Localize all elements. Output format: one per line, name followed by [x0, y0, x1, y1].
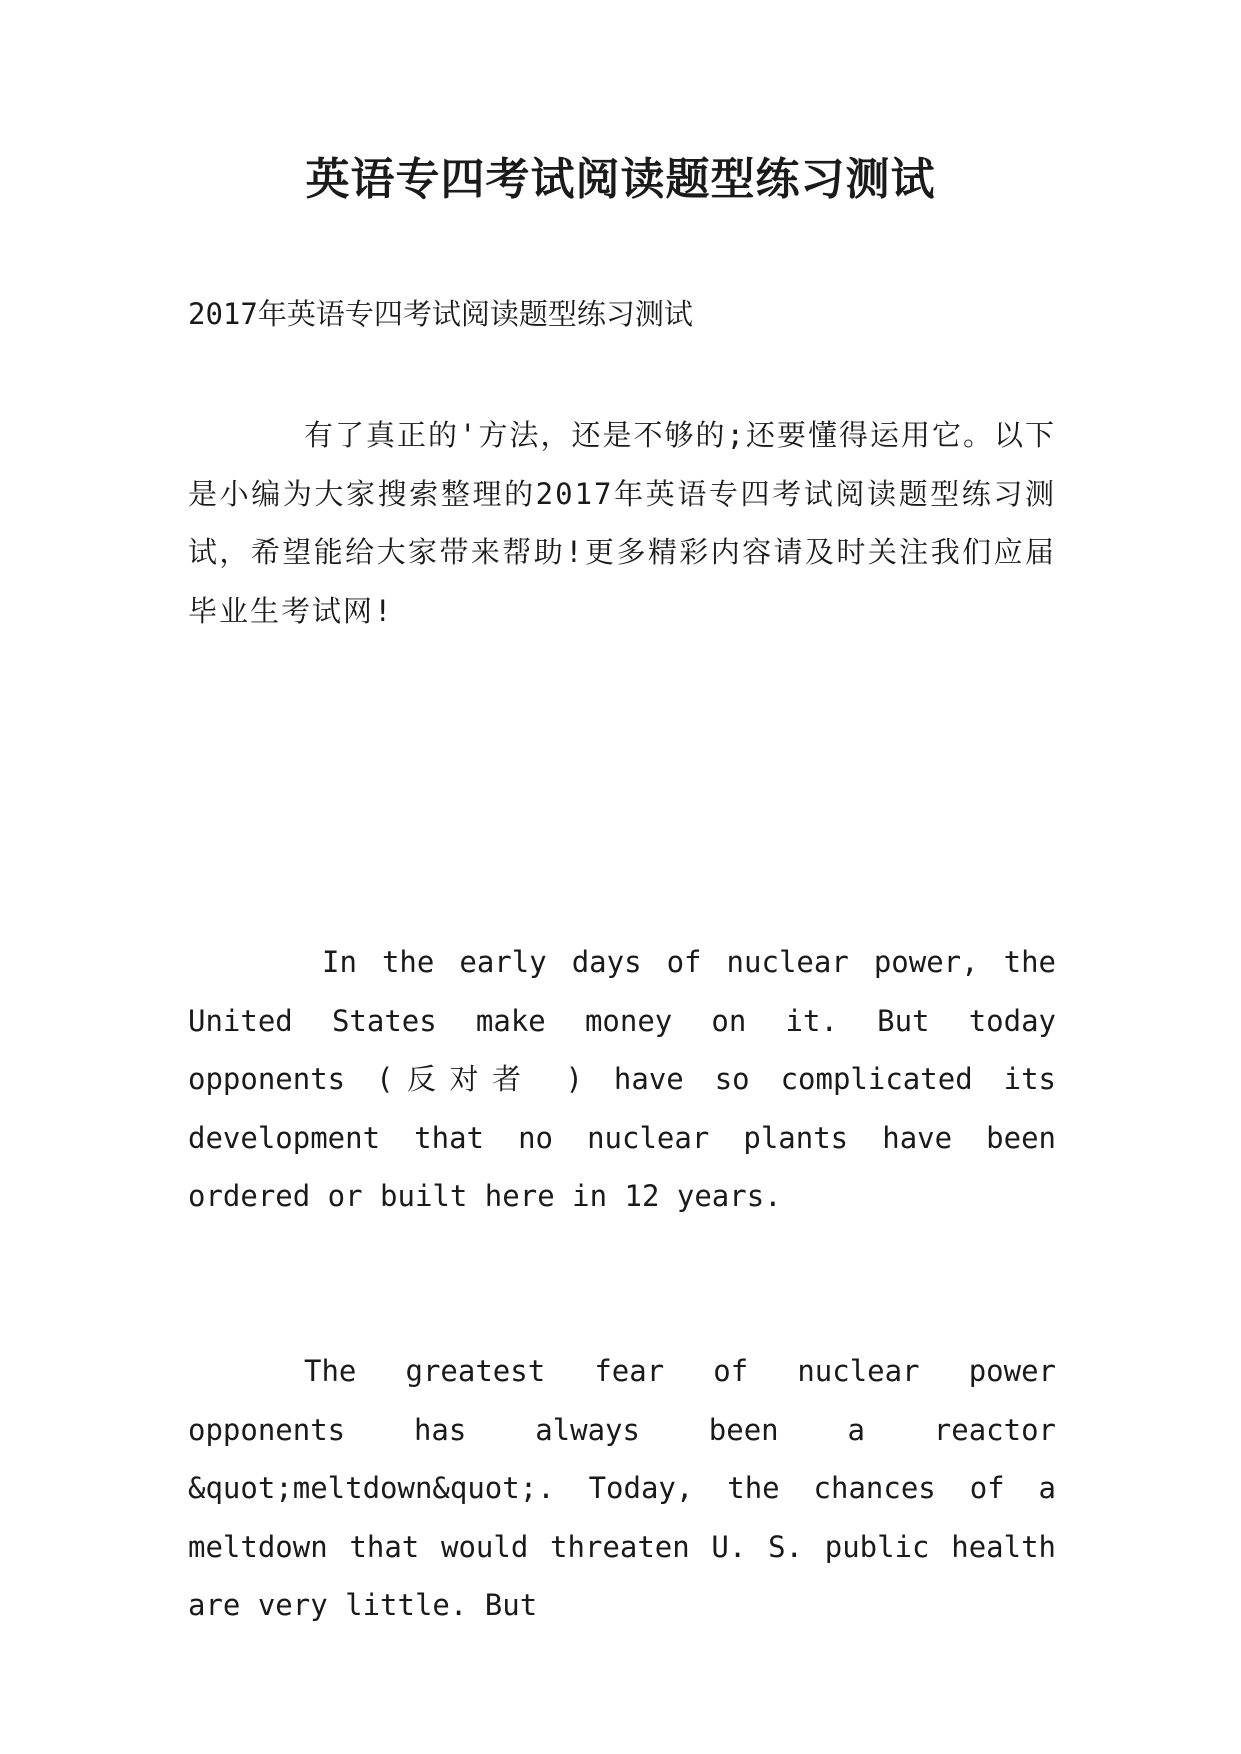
- english-paragraph-2: The greatest fear of nuclear power opponents has always been a reactor &quot;meltdown&quot;. Today, the chances of a meltdown that would threaten U. S. public health are very little. But: [188, 1354, 1056, 1622]
- intro-paragraph: 有了真正的'方法，还是不够的;还要懂得运用它。以下是小编为大家搜索整理的2017年英语专四考试阅读题型练习测试，希望能给大家带来帮助!更多精彩内容请及时关注我们应届毕业生考试网!: [188, 418, 1056, 628]
- document-subtitle: 2017年英语专四考试阅读题型练习测试: [188, 297, 693, 331]
- english-paragraph-1: In the early days of nuclear power, the United States make money on it. But today opponents (反对者 ) have so complicated its development that no nuclear plants have been ordered or built here in 12 years.: [188, 945, 1056, 1213]
- page-title: 英语专四考试阅读题型练习测试: [305, 154, 936, 205]
